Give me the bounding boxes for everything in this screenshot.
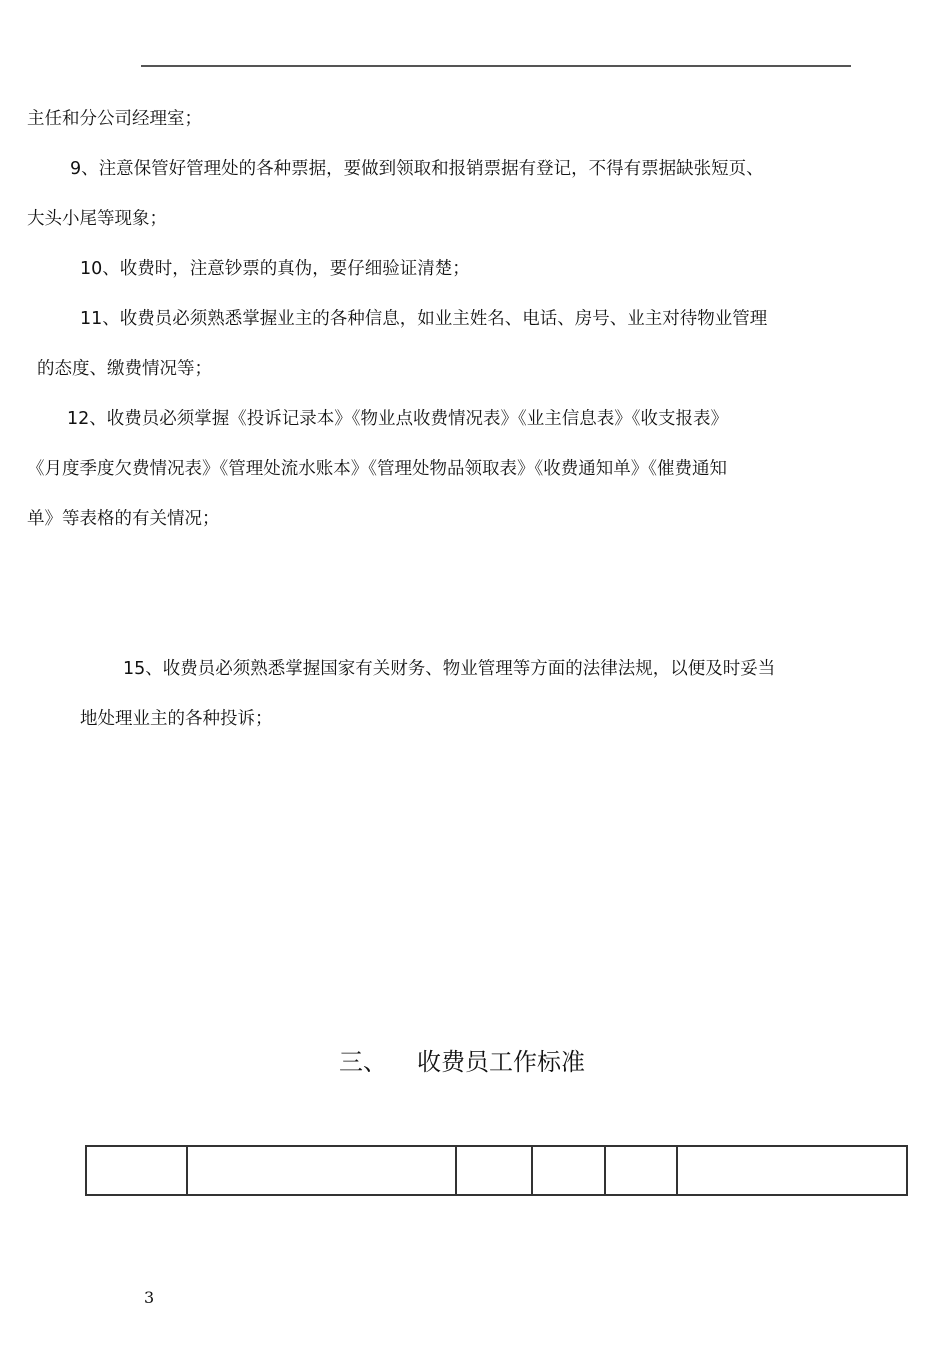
table-cell xyxy=(86,1146,187,1195)
paragraph-line: 单》等表格的有关情况； xyxy=(27,509,220,529)
table-cell xyxy=(456,1146,532,1195)
paragraph-line: 的态度、缴费情况等； xyxy=(37,359,212,379)
table-cell xyxy=(605,1146,677,1195)
paragraph-line: 15、收费员必须熟悉掌握国家有关财务、物业管理等方面的法律法规，以便及时妥当 xyxy=(123,659,776,679)
table-row xyxy=(86,1146,907,1195)
paragraph-line: 10、收费时，注意钞票的真伪，要仔细验证清楚； xyxy=(80,259,470,279)
section-number: 三、 xyxy=(339,1048,387,1076)
paragraph-line: 地处理业主的各种投诉； xyxy=(80,709,273,729)
paragraph-line: 9、注意保管好管理处的各种票据，要做到领取和报销票据有登记，不得有票据缺张短页、 xyxy=(70,159,764,179)
standards-table xyxy=(85,1145,908,1196)
table-cell xyxy=(677,1146,907,1195)
paragraph-line: 主任和分公司经理室； xyxy=(27,109,202,129)
paragraph-line: 12、收费员必须掌握《投诉记录本》《物业点收费情况表》《业主信息表》《收支报表》 xyxy=(67,409,729,429)
table-cell xyxy=(187,1146,456,1195)
header-rule xyxy=(141,65,851,67)
section-title: 收费员工作标准 xyxy=(417,1048,585,1076)
paragraph-line: 大头小尾等现象； xyxy=(27,209,167,229)
paragraph-line: 《月度季度欠费情况表》《管理处流水账本》《管理处物品领取表》《收费通知单》《催费通知 xyxy=(27,459,727,479)
page-number: 3 xyxy=(144,1288,155,1307)
table-cell xyxy=(532,1146,605,1195)
paragraph-line: 11、收费员必须熟悉掌握业主的各种信息，如业主姓名、电话、房号、业主对待物业管理 xyxy=(80,309,768,329)
